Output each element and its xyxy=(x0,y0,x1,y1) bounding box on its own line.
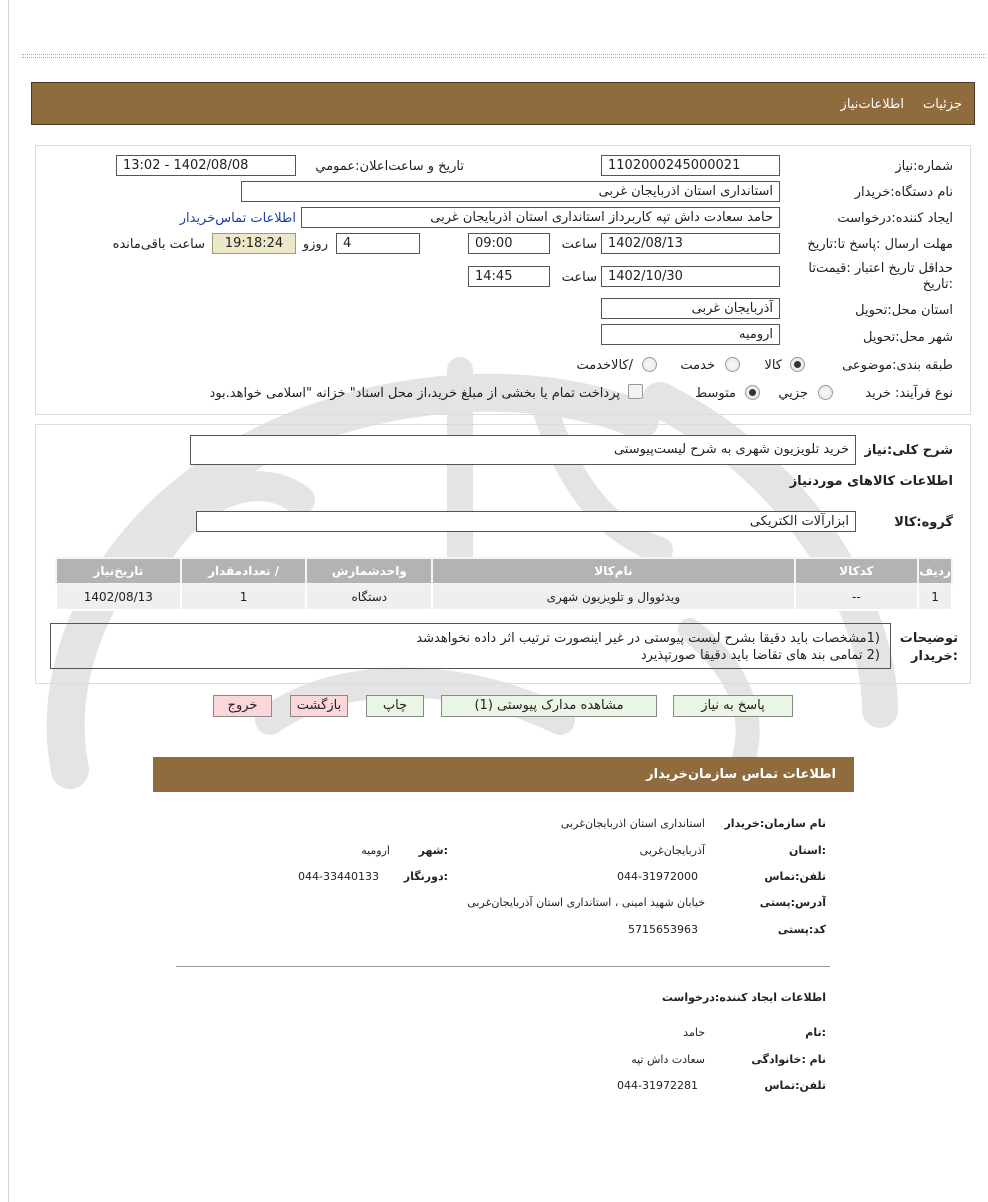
contact-phone-value: 044-31972000 xyxy=(617,870,698,883)
contact-divider xyxy=(176,966,830,967)
items-table xyxy=(55,557,953,611)
contact-postal-label: کد:پستی xyxy=(777,923,826,936)
treasury-note: پرداخت تمام یا بخشی از مبلغ خرید،از محل اسناد" خزانه "اسلامی خواهد.بود xyxy=(209,386,620,401)
tab-need-info[interactable]: اطلاعات‌نیاز xyxy=(840,97,904,112)
creator-name-label: :نام xyxy=(805,1026,826,1039)
description-field: خرید تلویزیون شهری به شرح لیست‌پیوستی xyxy=(190,435,856,465)
category-option-goods: کالا xyxy=(764,358,782,373)
col-unit: واحدشمارش xyxy=(306,558,432,584)
validity-time-field: 14:45 xyxy=(468,266,550,287)
creator-family-value: سعادت داش تپه xyxy=(631,1053,705,1066)
validity-time-label: ساعت xyxy=(561,270,597,285)
category-option-goods-service: /کالاخدمت xyxy=(576,358,633,373)
deadline-time-label: ساعت xyxy=(561,237,597,252)
category-radio-service[interactable] xyxy=(725,357,740,372)
page-left-border xyxy=(8,0,9,1202)
items-title: اطلاعات کالاهای موردنیاز xyxy=(789,474,953,489)
province-field: آذربایجان غربی xyxy=(601,298,780,319)
contact-fax-value: 044-33440133 xyxy=(298,870,379,883)
group-label: گروه:کالا xyxy=(894,515,953,530)
contact-org-label: نام سازمان:خریدار xyxy=(724,817,826,830)
table-row[interactable] xyxy=(56,584,952,610)
deadline-date-field: 1402/08/13 xyxy=(601,233,780,254)
buyer-org-field: استانداری استان اذربایجان غربی xyxy=(241,181,780,202)
view-attachments-button[interactable]: مشاهده مدارک پیوستی (1) xyxy=(441,695,657,717)
tab-details[interactable]: جزئیات xyxy=(923,97,962,112)
validity-label: حداقل تاریخ اعتبار :قیمت‌تا :تاریخ xyxy=(808,261,953,292)
contact-org-value: استانداری استان اذربایجان‌غربی xyxy=(560,817,705,830)
buyer-note-1: (1مشخصات باید دقیقا بشرح لیست پیوستی در غیر اینصورت ترتیب اثر داده نخواهدشد xyxy=(416,631,880,646)
validity-date-field: 1402/10/30 xyxy=(601,266,780,287)
contact-postal-value: 5715653963 xyxy=(628,923,698,936)
buyer-contact-link[interactable]: اطلاعات تماس‌خریدار xyxy=(179,211,296,226)
contact-address-value: خیابان شهید امینی ، استانداری استان آذربایجان‌غربی xyxy=(467,896,705,909)
need-number-label: شماره:نیاز xyxy=(895,159,953,174)
creator-section-title: اطلاعات ایجاد کننده:درخواست xyxy=(661,991,826,1004)
buyer-contact-title: اطلاعات تماس سازمان‌خریدار xyxy=(153,757,854,792)
province-label: استان محل:تحویل xyxy=(855,303,953,318)
header-bar xyxy=(31,82,975,125)
announce-label: تاریخ و ساعت‌اعلان:عمومي xyxy=(315,159,464,174)
cell-quantity: 1 xyxy=(181,584,307,610)
category-radio-goods-service[interactable] xyxy=(642,357,657,372)
city-label: شهر محل:تحویل xyxy=(863,330,953,345)
creator-name-value: حامد xyxy=(683,1026,705,1039)
description-label: شرح کلی:نیاز xyxy=(864,443,953,458)
category-label: طبقه بندی:موضوعی xyxy=(842,358,953,373)
group-field: ابزارآلات الکتریکی xyxy=(196,511,856,532)
deadline-time-field: 09:00 xyxy=(468,233,550,254)
announce-field: 1402/08/08 - 13:02 xyxy=(116,155,296,176)
process-radio-medium[interactable] xyxy=(745,385,760,400)
cell-need-date: 1402/08/13 xyxy=(56,584,181,610)
buyer-notes-label: توضیحات :خریدار xyxy=(899,631,958,664)
col-row-number: ردیف xyxy=(918,558,952,584)
top-divider xyxy=(22,54,986,58)
process-option-medium: متوسط xyxy=(695,386,736,401)
creator-phone-label: تلفن:تماس xyxy=(764,1079,826,1092)
creator-phone-value: 044-31972281 xyxy=(617,1079,698,1092)
process-label: نوع فرآیند: خرید xyxy=(865,386,953,401)
col-quantity: / تعدادمقدار xyxy=(181,558,307,584)
remaining-label: ساعت باقی‌مانده xyxy=(112,237,205,252)
buyer-note-2: (2 تمامی بند های تقاضا باید دقیقا صورتپذیرد xyxy=(640,648,880,663)
contact-province-value: آذربایجان‌غربی xyxy=(639,844,705,857)
cell-item-name: ویدئووال و تلویزیون شهری xyxy=(432,584,794,610)
contact-city-value: ارومیه xyxy=(361,844,390,857)
category-option-service: خدمت xyxy=(680,358,715,373)
need-number-field: 1102000245000021 xyxy=(601,155,780,176)
creator-label: ایجاد کننده:درخواست xyxy=(837,211,953,226)
contact-fax-label: :دورنگار xyxy=(403,870,448,883)
contact-phone-label: تلفن:تماس xyxy=(764,870,826,883)
category-radio-goods[interactable] xyxy=(790,357,805,372)
days-field: 4 xyxy=(336,233,420,254)
back-button[interactable]: بازگشت xyxy=(290,695,348,717)
buyer-notes-box xyxy=(50,623,891,669)
exit-button[interactable]: خروج xyxy=(213,695,272,717)
print-button[interactable]: چاپ xyxy=(366,695,424,717)
contact-city-label: :شهر xyxy=(418,844,448,857)
col-item-name: نام‌کالا xyxy=(432,558,794,584)
col-item-code: کدکالا xyxy=(795,558,919,584)
city-field: ارومیه xyxy=(601,324,780,345)
creator-field: حامد سعادت داش تپه کاربرداز استانداری استان اذربایجان غربی xyxy=(301,207,780,228)
remaining-timer: 19:18:24 xyxy=(212,233,296,254)
col-need-date: تاریخ‌نیاز xyxy=(56,558,181,584)
cell-item-code: -- xyxy=(795,584,919,610)
process-option-minor: جزیي xyxy=(778,386,808,401)
contact-province-label: :استان xyxy=(789,844,826,857)
cell-unit: دستگاه xyxy=(306,584,432,610)
creator-family-label: نام :خانوادگی xyxy=(751,1053,826,1066)
treasury-checkbox[interactable] xyxy=(628,384,643,399)
buyer-org-label: نام دستگاه:خریدار xyxy=(854,185,953,200)
days-label: روزو xyxy=(302,237,328,252)
process-radio-minor[interactable] xyxy=(818,385,833,400)
cell-row-number: 1 xyxy=(918,584,952,610)
reply-button[interactable]: پاسخ به نیاز xyxy=(673,695,793,717)
contact-address-label: آدرس:پستی xyxy=(759,896,826,909)
table-header-row xyxy=(56,558,952,584)
deadline-label: مهلت ارسال :پاسخ تا:تاریخ xyxy=(807,237,953,252)
